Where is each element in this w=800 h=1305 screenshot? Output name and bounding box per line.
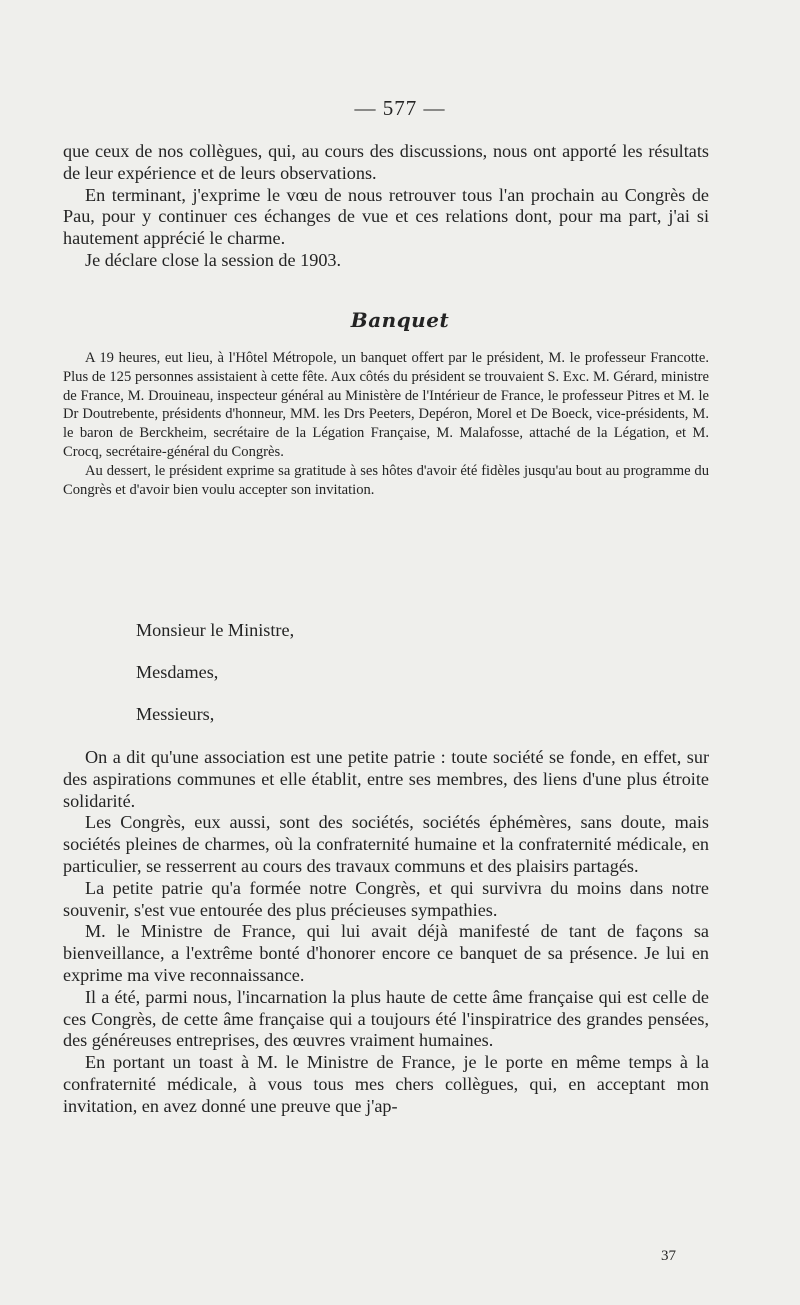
- speech-text: [63, 747, 709, 1118]
- page-number: — 577 —: [354, 96, 446, 120]
- salutation: Monsieur le Ministre,: [136, 620, 295, 640]
- paragraph: On a dit qu'une association est une petite patrie : toute société se fonde, en effet, sur des aspirations communes et elle établit, entre ses membres, des liens d'une plus étroite solidarité.: [63, 747, 709, 811]
- signature-mark: 37: [661, 1248, 676, 1264]
- paragraph: Au dessert, le président exprime sa gratitude à ses hôtes d'avoir été fidèles jusqu'au bout au programme du Congrès et d'avoir bien voulu accepter son invitation.: [63, 462, 709, 498]
- paragraph: M. le Ministre de France, qui lui avait déjà manifesté de tant de façons sa bienveillance, a l'extrême bonté d'honorer encore ce banquet de sa présence. Je lui en exprime ma vive reconnaissance.: [63, 921, 709, 985]
- paragraph: Je déclare close la session de 1903.: [85, 249, 342, 270]
- paragraph: Il a été, parmi nous, l'incarnation la plus haute de cette âme française qui est celle de ces Congrès, de cette âme française qui a toujours été l'inspiratrice des grandes pensées, des généreuses entreprises, des œuvres vraiment humaines.: [63, 986, 709, 1051]
- paragraph: En portant un toast à M. le Ministre de France, je le porte en même temps à la confraternité médicale, à vous tous mes chers collègues, qui, en acceptant mon invitation, en avez donné une preuve que j'ap-: [63, 1052, 709, 1116]
- salutation: Mesdames,: [136, 662, 219, 682]
- paragraph: Les Congrès, eux aussi, sont des sociétés, sociétés éphémères, sans doute, mais sociétés pleines de charmes, où la confraternité humaine et la confraternité médicale, en particulier, se resserrent au cours des travaux communs et des plaisirs partagés.: [63, 812, 709, 876]
- salutations: [136, 620, 294, 746]
- section-heading: Banquet: [350, 308, 450, 332]
- banquet-text: [63, 349, 709, 499]
- paragraph: En terminant, j'exprime le vœu de nous retrouver tous l'an prochain au Congrès de Pau, pour y continuer ces échanges de vue et ces relations dont, pour ma part, j'ai si hautement apprécié le charme.: [63, 184, 709, 249]
- paragraph: A 19 heures, eut lieu, à l'Hôtel Métropole, un banquet offert par le président, M. le professeur Francotte. Plus de 125 personnes assistaient à cette fête. Aux côtés du président se trouvaient S. Exc. M. Gérard, ministre de France, M. Drouineau, inspecteur général au Ministère de l'Intérieur de France, le professeur Pitres et M. le Dr Doutrebente, présidents d'honneur, MM. les Drs Peeters, Depéron, Morel et De Boeck, vice-présidents, M. le baron de Berckheim, secrétaire de la Légation Française, M. Malafosse, attaché de la Légation, et M. Crocq, secrétaire-général du Congrès.: [63, 350, 709, 460]
- salutation: Messieurs,: [136, 704, 215, 724]
- paragraph: que ceux de nos collègues, qui, au cours des discussions, nous ont apporté les résultats de leur expérience et de leurs observations.: [63, 141, 709, 183]
- intro-text: [63, 141, 709, 272]
- paragraph: La petite patrie qu'a formée notre Congrès, et qui survivra du moins dans notre souvenir, s'est vue entourée des plus précieuses sympathies.: [63, 877, 709, 920]
